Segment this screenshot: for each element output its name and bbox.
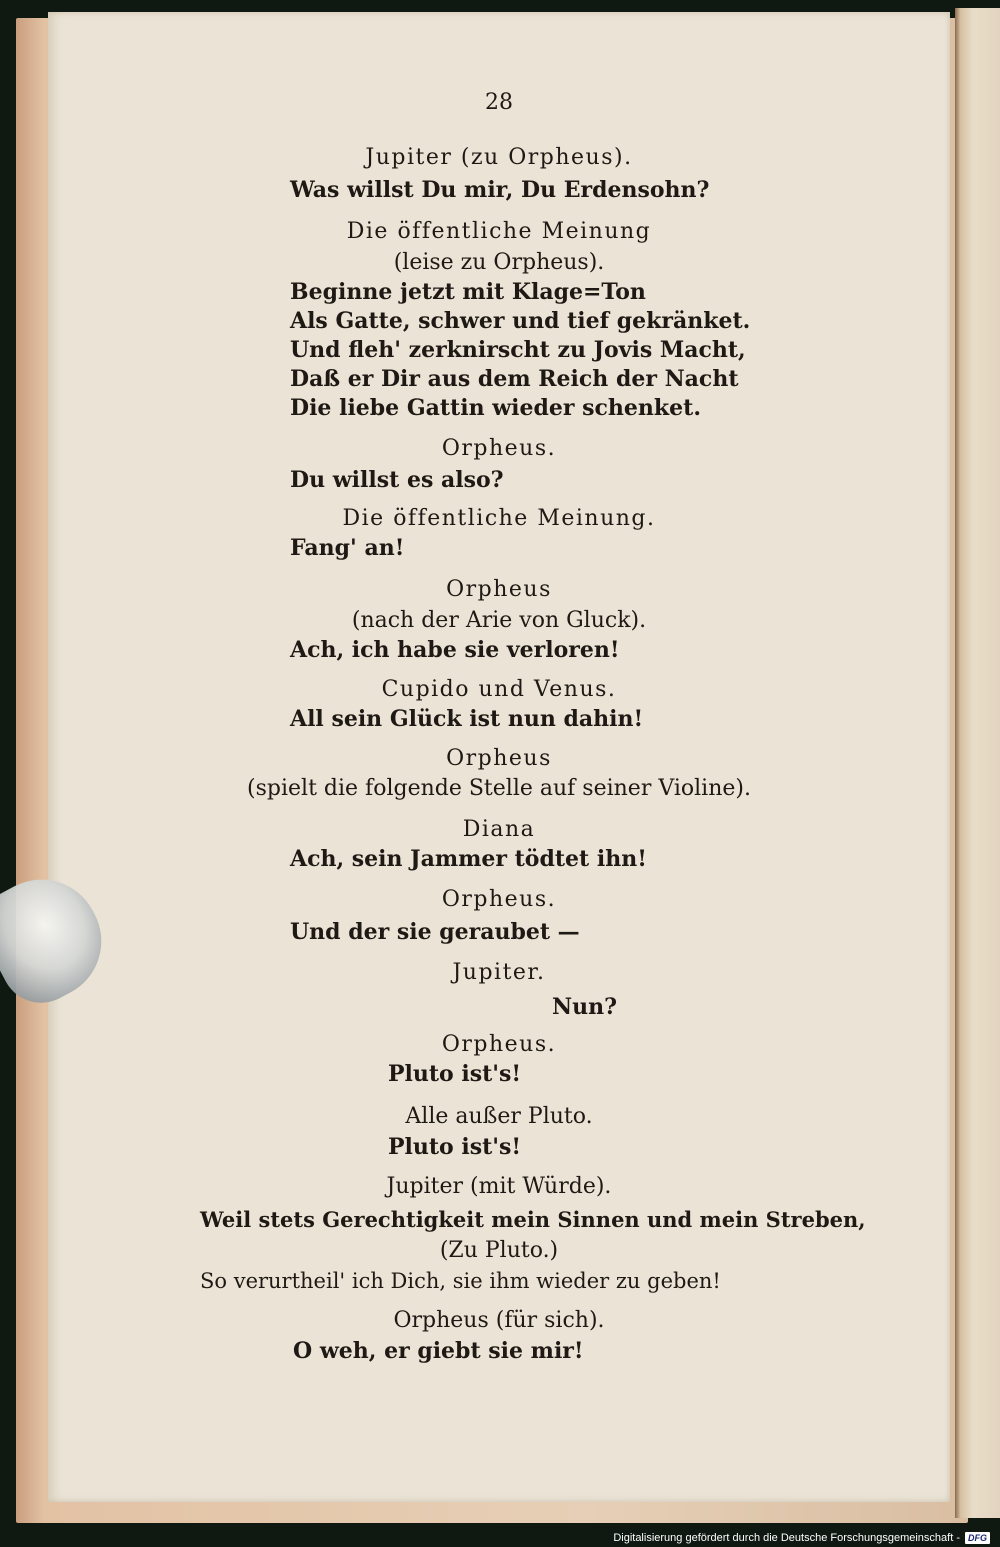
verse-line: Pluto ist's! <box>388 1134 522 1160</box>
speaker-line: Orpheus. <box>441 436 557 461</box>
dfg-logo-icon: DFG <box>965 1532 990 1544</box>
speaker-line: Orpheus. <box>441 1032 557 1057</box>
speaker-line: Die öffentliche Meinung <box>346 219 652 244</box>
speaker-line: Orpheus <box>446 746 552 771</box>
verse-line: Nun? <box>552 994 617 1020</box>
stage-direction: (Zu Pluto.) <box>439 1238 559 1263</box>
speaker-line: Jupiter (mit Würde). <box>386 1174 612 1199</box>
verse-line: O weh, er giebt sie mir! <box>293 1338 584 1364</box>
verse-line: Weil stets Gerechtigkeit mein Sinnen und mein Streben, <box>200 1207 866 1232</box>
verse-line: Was willst Du mir, Du Erdensohn? <box>290 177 710 203</box>
verse-line: Die liebe Gattin wieder schenket. <box>290 395 701 421</box>
stage-direction: (spielt die folgende Stelle auf seiner Violine). <box>247 776 751 801</box>
speaker-line: Diana <box>462 817 536 842</box>
verse-line: Daß er Dir aus dem Reich der Nacht <box>290 366 739 392</box>
speaker-line: Die öffentliche Meinung. <box>342 506 656 531</box>
stage-direction: (leise zu Orpheus). <box>393 250 605 275</box>
verse-line: Du willst es also? <box>290 467 504 493</box>
speaker-line: Orpheus <box>446 577 552 602</box>
verse-line: So verurtheil' ich Dich, sie ihm wieder zu geben! <box>200 1269 721 1293</box>
speaker-line: Jupiter (zu Orpheus). <box>365 145 633 170</box>
verse-line: Ach, ich habe sie verloren! <box>290 637 620 663</box>
verse-line: Und fleh' zerknirscht zu Jovis Macht, <box>290 337 746 363</box>
speaker-line: Alle außer Pluto. <box>405 1104 593 1129</box>
digitization-footer <box>613 1529 990 1547</box>
footer-text: Digitalisierung gefördert durch die Deutsche Forschungsgemeinschaft - <box>613 1532 960 1544</box>
verse-line: Als Gatte, schwer und tief gekränket. <box>290 308 751 334</box>
speaker-line: Jupiter. <box>452 960 546 985</box>
verse-line: Beginne jetzt mit Klage=Ton <box>290 279 646 305</box>
page-number: 28 <box>485 90 513 115</box>
speaker-line: Orpheus. <box>441 887 557 912</box>
stage-direction: (nach der Arie von Gluck). <box>351 608 647 633</box>
verse-line: Pluto ist's! <box>388 1061 522 1087</box>
speaker-line: Orpheus (für sich). <box>393 1308 605 1333</box>
facing-page-edge <box>955 8 1000 1518</box>
verse-line: All sein Glück ist nun dahin! <box>290 706 644 732</box>
page-text <box>48 12 950 1502</box>
verse-line: Ach, sein Jammer tödtet ihn! <box>290 846 647 872</box>
speaker-line: Cupido und Venus. <box>381 677 617 702</box>
verse-line: Und der sie geraubet — <box>290 919 580 945</box>
verse-line: Fang' an! <box>290 535 405 561</box>
